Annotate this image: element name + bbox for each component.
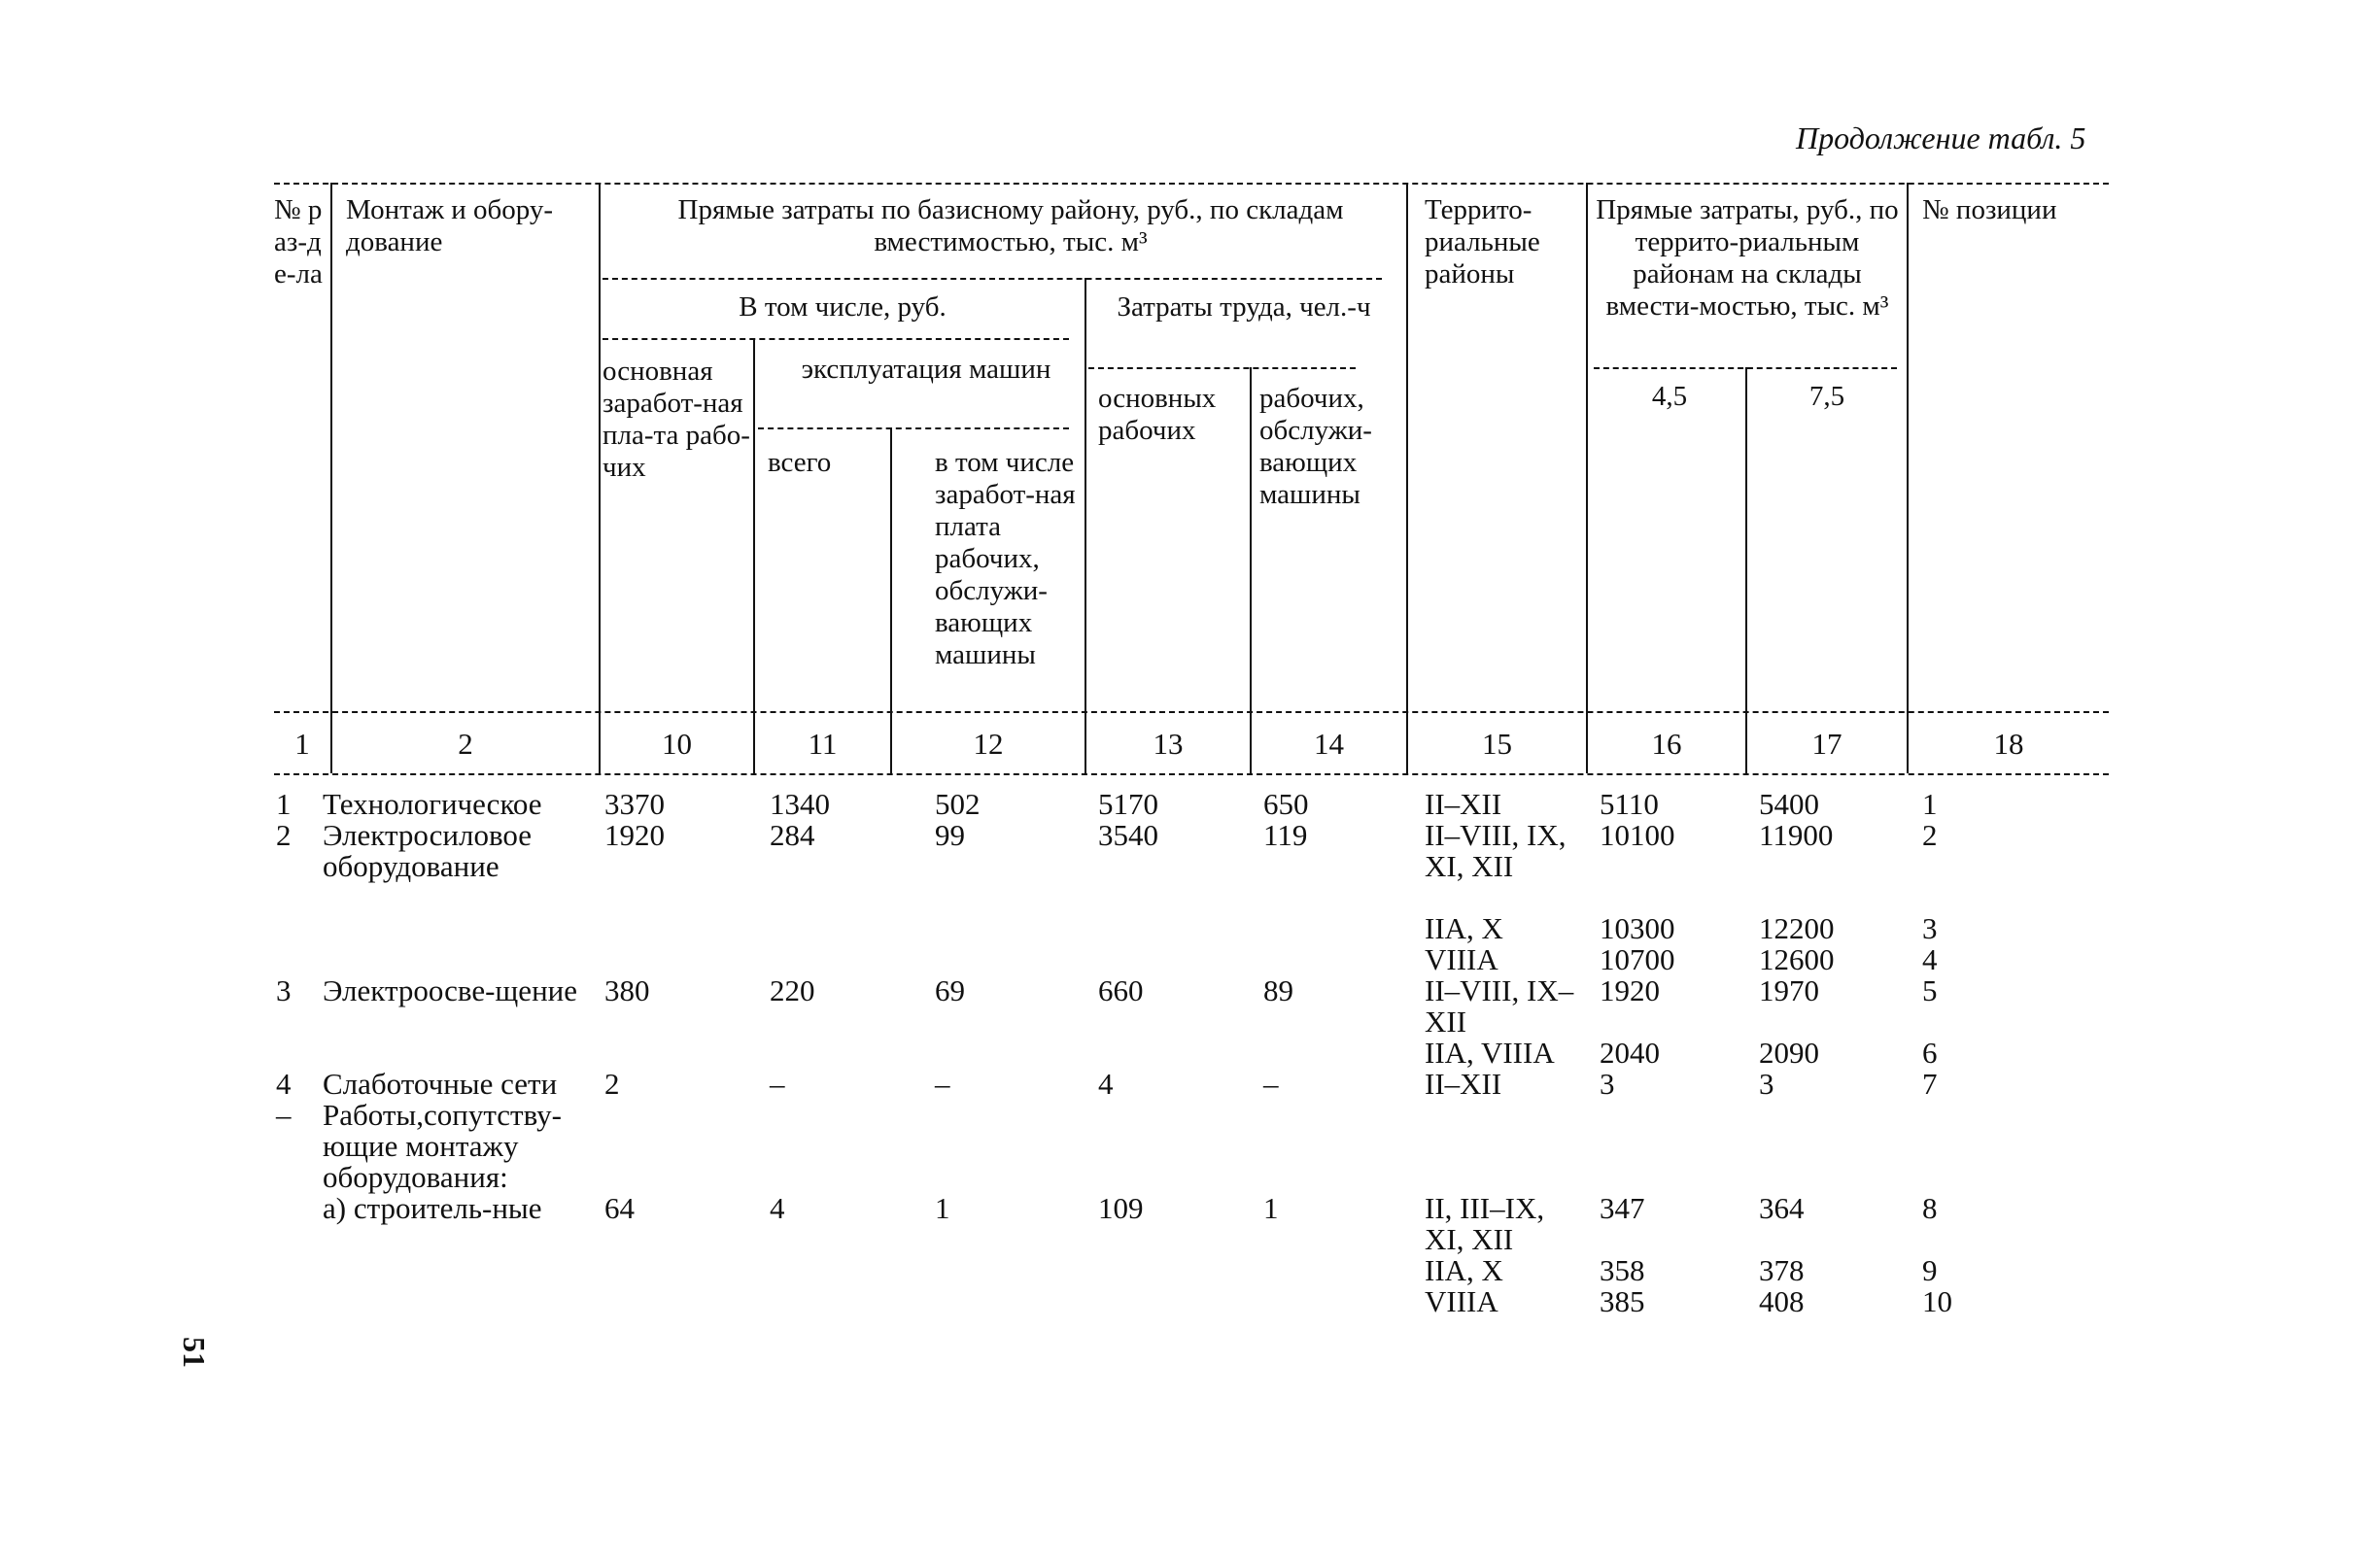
table-cell-c16: 2040 [1600, 1036, 1660, 1070]
vline-10 [753, 338, 755, 773]
table-cell-c18: 10 [1922, 1284, 1952, 1318]
table-cell-c16: 385 [1600, 1284, 1645, 1318]
table-cell-c15: IIA, X [1425, 911, 1503, 945]
table-cell-c11: – [770, 1067, 785, 1101]
table-cell-c16: 10300 [1600, 911, 1675, 945]
table-cell-c15: II–VIII, IX–XII [1425, 973, 1574, 1039]
table-cell-c15: II–XII [1425, 1067, 1502, 1101]
table-cell-c18: 7 [1922, 1067, 1938, 1101]
header-main-workers: основных рабочих [1098, 383, 1217, 446]
table-cell-c17: 408 [1759, 1284, 1805, 1318]
table-cell-c17: 2090 [1759, 1036, 1819, 1070]
column-number: 12 [973, 727, 1004, 761]
table-cell-c10: 380 [604, 973, 650, 1007]
table-cell-c14: 1 [1263, 1191, 1279, 1225]
table-cell-c16: 3 [1600, 1067, 1615, 1101]
table-cell-c16: 358 [1600, 1253, 1645, 1287]
rule-under-incl [603, 338, 1069, 340]
numbers-bottom-rule [274, 773, 2109, 775]
column-number: 18 [1993, 727, 2024, 761]
table-cell-c15: II, III–IX, XI, XII [1425, 1191, 1545, 1256]
column-number: 17 [1811, 727, 1842, 761]
table-cell-c12: – [935, 1067, 950, 1101]
table-caption: Продолжение табл. 5 [1796, 120, 2086, 155]
header-total: всего [768, 447, 832, 478]
table-cell-c13: 109 [1098, 1191, 1144, 1225]
top-rule [274, 183, 2109, 185]
table-cell-c17: 378 [1759, 1253, 1805, 1287]
table-cell-c15: VIIIA [1425, 942, 1498, 976]
table-cell-c10: 1920 [604, 818, 665, 852]
header-capacity-7-5: 7,5 [1808, 381, 1845, 412]
table-cell-c12: 69 [935, 973, 965, 1007]
column-number: 13 [1153, 727, 1184, 761]
table-cell-c11: 4 [770, 1191, 785, 1225]
header-basic-wage: основная заработ-ная пла-та рабо-чих [603, 356, 750, 483]
table-cell-c10: 3370 [604, 787, 665, 821]
header-including: В том числе, руб. [739, 291, 947, 323]
column-number: 15 [1482, 727, 1512, 761]
column-number: 11 [808, 727, 838, 761]
table-cell-c12: 99 [935, 818, 965, 852]
table-cell-c17: 12600 [1759, 942, 1835, 976]
table-cell-c17: 1970 [1759, 973, 1819, 1007]
vline-13 [1250, 367, 1252, 773]
header-machine-operation: эксплуатация машин [801, 354, 1051, 385]
table-cell-c17: 11900 [1759, 818, 1834, 852]
vline-16 [1745, 367, 1747, 773]
vline-14 [1406, 183, 1408, 773]
rule-under-machines [758, 427, 1069, 429]
vline-11 [890, 427, 892, 773]
rule-under-direct [603, 278, 1382, 280]
table-cell-c18: 3 [1922, 911, 1938, 945]
table-cell-c17: 3 [1759, 1067, 1774, 1101]
table-cell-c1: 1 [276, 787, 292, 821]
table-cell-c16: 10100 [1600, 818, 1675, 852]
table-cell-c18: 4 [1922, 942, 1938, 976]
table-cell-c14: – [1263, 1067, 1279, 1101]
header-machine-wage: в том числе заработ-ная плата рабочих, обслужи-вающих машины [935, 447, 1076, 670]
header-machine-workers: рабочих, обслужи-вающих машины [1259, 383, 1372, 510]
table-cell-c16: 347 [1600, 1191, 1645, 1225]
table-cell-c16: 10700 [1600, 942, 1675, 976]
header-territorial-costs: Прямые затраты, руб., по террито-риальным районам на склады вмести-мостью, тыс. м³ [1596, 194, 1899, 322]
table-cell-c1: 2 [276, 818, 292, 852]
vline-2 [599, 183, 601, 773]
header-section-number: № раз-де-ла [274, 194, 323, 290]
vline-17 [1907, 183, 1909, 773]
column-number: 16 [1651, 727, 1682, 761]
table-cell-c10: 2 [604, 1067, 620, 1101]
table-cell-c2: а) строитель-ные [323, 1191, 542, 1225]
table-cell-c14: 119 [1263, 818, 1308, 852]
table-cell-c11: 284 [770, 818, 815, 852]
table-cell-c17: 364 [1759, 1191, 1805, 1225]
column-number: 2 [458, 727, 473, 761]
table-cell-c13: 660 [1098, 973, 1144, 1007]
table-cell-c2: Работы,сопутству-ющие монтажу оборудования: [323, 1098, 562, 1194]
table-cell-c16: 1920 [1600, 973, 1660, 1007]
table-cell-c14: 650 [1263, 787, 1309, 821]
table-cell-c13: 3540 [1098, 818, 1158, 852]
header-position-number: № позиции [1922, 194, 2057, 225]
vline-1 [330, 183, 332, 773]
table-cell-c13: 5170 [1098, 787, 1158, 821]
table-cell-c18: 9 [1922, 1253, 1938, 1287]
table-cell-c15: IIA, X [1425, 1253, 1503, 1287]
header-installation: Монтаж и обору-дование [346, 194, 554, 257]
table-cell-c12: 502 [935, 787, 981, 821]
table-cell-c2: Электросиловое оборудование [323, 818, 533, 883]
column-number: 10 [662, 727, 692, 761]
table-cell-c18: 5 [1922, 973, 1938, 1007]
vline-12 [1085, 278, 1086, 773]
table-cell-c15: II–XII [1425, 787, 1502, 821]
table-cell-c13: 4 [1098, 1067, 1114, 1101]
table-cell-c18: 6 [1922, 1036, 1938, 1070]
table-cell-c11: 220 [770, 973, 815, 1007]
header-bottom-rule [274, 711, 2109, 713]
table-cell-c14: 89 [1263, 973, 1293, 1007]
table-cell-c15: IIA, VIIIA [1425, 1036, 1555, 1070]
table-cell-c16: 5110 [1600, 787, 1659, 821]
table-cell-c2: Слаботочные сети [323, 1067, 558, 1101]
table-cell-c17: 12200 [1759, 911, 1835, 945]
table-cell-c15: VIIIA [1425, 1284, 1498, 1318]
table-cell-c18: 2 [1922, 818, 1938, 852]
page-number: 51 [177, 1337, 212, 1368]
table-cell-c10: 64 [604, 1191, 635, 1225]
table-cell-c12: 1 [935, 1191, 950, 1225]
table-cell-c1: – [276, 1098, 292, 1132]
table-cell-c17: 5400 [1759, 787, 1819, 821]
table-cell-c18: 1 [1922, 787, 1938, 821]
header-capacity-4-5: 4,5 [1651, 381, 1688, 412]
table-cell-c1: 4 [276, 1067, 292, 1101]
table-cell-c2: Электроосве-щение [323, 973, 578, 1007]
header-territorial-regions: Террито-риальные районы [1425, 194, 1540, 290]
table-cell-c1: 3 [276, 973, 292, 1007]
vline-15 [1586, 183, 1588, 773]
column-number: 1 [294, 727, 310, 761]
table-cell-c18: 8 [1922, 1191, 1938, 1225]
table-cell-c11: 1340 [770, 787, 830, 821]
header-direct-costs: Прямые затраты по базисному району, руб., по складам вместимостью, тыс. м³ [677, 194, 1344, 257]
rule-under-labor [1088, 367, 1356, 369]
header-labor-costs: Затраты труда, чел.-ч [1117, 291, 1371, 323]
column-number: 14 [1314, 727, 1344, 761]
table-cell-c15: II–VIII, IX, XI, XII [1425, 818, 1567, 883]
table-cell-c2: Технологическое [323, 787, 542, 821]
